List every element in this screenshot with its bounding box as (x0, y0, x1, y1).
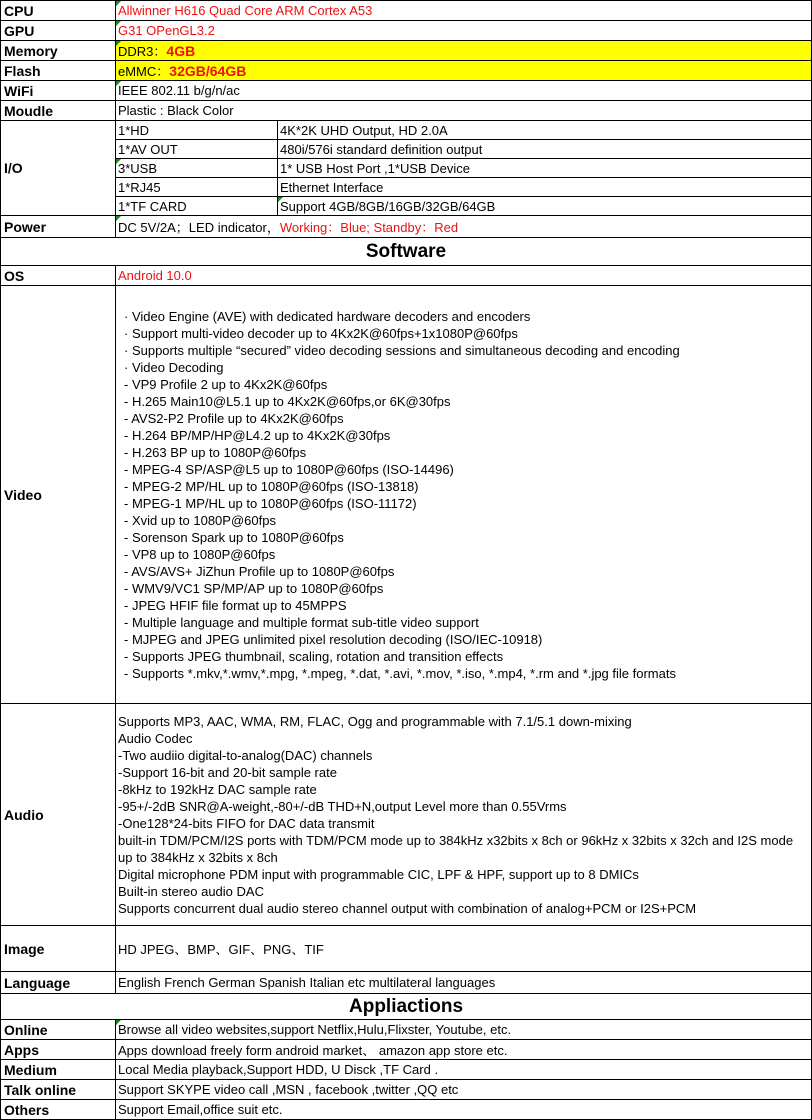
feature-item: Supports MP3, AAC, WMA, RM, FLAC, Ogg and programmable with 7.1/5.1 down-mixing (118, 713, 632, 729)
row-os (1, 266, 812, 286)
io-desc: Ethernet Interface (278, 178, 812, 197)
image-value: HD JPEG、BMP、GIF、PNG、TIF (116, 926, 812, 972)
power-value-cell (116, 216, 812, 238)
app-label: Others (1, 1100, 116, 1120)
row-flash (1, 61, 812, 81)
feature-item: · Support multi-video decoder up to 4Kx2K@60fps+1x1080P@60fps (124, 325, 518, 341)
audio-label: Audio (1, 704, 116, 926)
feature-item: - MPEG-4 SP/ASP@L5 up to 1080P@60fps (ISO-14496) (124, 461, 454, 477)
feature-item: - Supports *.mkv,*.wmv,*.mpg, *.mpeg, *.dat, *.avi, *.mov, *.iso, *.mp4, *.rm and *.jpg file formats (124, 665, 676, 681)
app-row (1, 1100, 812, 1120)
led-indicator-status: Working：Blue; Standby：Red (279, 220, 459, 235)
wifi-label: WiFi (1, 81, 116, 101)
row-video (1, 286, 812, 704)
feature-item: -One128*24-bits FIFO for DAC data transmit (118, 815, 375, 831)
io-port: 1*AV OUT (116, 140, 278, 159)
row-moudle (1, 101, 812, 121)
feature-item: Audio Codec (118, 730, 193, 746)
feature-item: - MPEG-1 MP/HL up to 1080P@60fps (ISO-11172) (124, 495, 417, 511)
gpu-value: G31 OPenGL3.2 (116, 21, 812, 41)
feature-item: · Video Engine (AVE) with dedicated hardware decoders and encoders (124, 308, 531, 324)
flash-label: Flash (1, 61, 116, 81)
feature-item: - H.263 BP up to 1080P@60fps (124, 444, 307, 460)
app-value: Local Media playback,Support HDD, U Disck ,TF Card . (116, 1060, 812, 1080)
app-value: Support Email,office suit etc. (116, 1100, 812, 1120)
video-features (116, 286, 812, 704)
feature-item: - Multiple language and multiple format sub-title video support (124, 614, 479, 630)
row-software-heading (1, 238, 812, 266)
applications-heading: Appliactions (1, 994, 812, 1020)
cpu-label: CPU (1, 1, 116, 21)
row-gpu (1, 21, 812, 41)
app-row (1, 1040, 812, 1060)
feature-item: - Supports JPEG thumbnail, scaling, rotation and transition effects (124, 648, 504, 664)
row-language (1, 972, 812, 994)
io-port: 1*HD (116, 121, 278, 140)
feature-item: - WMV9/VC1 SP/MP/AP up to 1080P@60fps (124, 580, 384, 596)
io-row (1, 178, 812, 197)
os-value: Android 10.0 (116, 266, 812, 286)
io-row (1, 159, 812, 178)
io-port: 1*RJ45 (116, 178, 278, 197)
feature-item: - VP9 Profile 2 up to 4Kx2K@60fps (124, 376, 328, 392)
app-row (1, 1020, 812, 1040)
io-row (1, 140, 812, 159)
language-value: English French German Spanish Italian etc multilateral languages (116, 972, 812, 994)
io-desc: 1* USB Host Port ,1*USB Device (278, 159, 812, 178)
wifi-value: IEEE 802.11 b/g/n/ac (116, 81, 812, 101)
audio-features (116, 704, 812, 926)
app-label: Online (1, 1020, 116, 1040)
row-power (1, 216, 812, 238)
feature-item: - Sorenson Spark up to 1080P@60fps (124, 529, 344, 545)
cpu-value: Allwinner H616 Quad Core ARM Cortex A53 (116, 1, 812, 21)
feature-item: - VP8 up to 1080P@60fps (124, 546, 276, 562)
memory-type: DDR3： (118, 44, 167, 59)
feature-item: · Video Decoding (124, 359, 224, 375)
feature-item: - H.265 Main10@L5.1 up to 4Kx2K@60fps,or 6K@30fps (124, 393, 451, 409)
moudle-label: Moudle (1, 101, 116, 121)
feature-item: - AVS2-P2 Profile up to 4Kx2K@60fps (124, 410, 344, 426)
video-label: Video (1, 286, 116, 704)
feature-item: -95+/-2dB SNR@A-weight,-80+/-dB THD+N,output Level more than 0.55Vrms (118, 798, 567, 814)
io-port: 3*USB (116, 159, 278, 178)
io-row (1, 121, 812, 140)
gpu-label: GPU (1, 21, 116, 41)
feature-item: - JPEG HFIF file format up to 45MPPS (124, 597, 347, 613)
feature-item: - AVS/AVS+ JiZhun Profile up to 1080P@60fps (124, 563, 395, 579)
memory-value-cell (116, 41, 812, 61)
app-label: Talk online (1, 1080, 116, 1100)
row-memory (1, 41, 812, 61)
flash-size: 32GB/64GB (169, 63, 247, 79)
app-value: Browse all video websites,support Netflix,Hulu,Flixster, Youtube, etc. (116, 1020, 812, 1040)
app-row (1, 1060, 812, 1080)
feature-item: Built-in stereo audio DAC (118, 883, 264, 899)
io-desc: 480i/576i standard definition output (278, 140, 812, 159)
row-cpu (1, 1, 812, 21)
feature-item: built-in TDM/PCM/I2S ports with TDM/PCM mode up to 384kHz x32bits x 8ch or 96kHz x 32bits x 32ch and I2S mode up to 384kHz x 32bits x 8ch (118, 832, 794, 865)
memory-label: Memory (1, 41, 116, 61)
feature-item: Supports concurrent dual audio stereo channel output with combination of analog+PCM or I2S+PCM (118, 900, 697, 916)
app-label: Medium (1, 1060, 116, 1080)
app-value: Support SKYPE video call ,MSN , facebook ,twitter ,QQ etc (116, 1080, 812, 1100)
row-applications-heading (1, 994, 812, 1020)
io-port: 1*TF CARD (116, 197, 278, 216)
language-label: Language (1, 972, 116, 994)
flash-value-cell (116, 61, 812, 81)
memory-size: 4GB (166, 43, 196, 59)
software-heading: Software (1, 238, 812, 266)
os-label: OS (1, 266, 116, 286)
flash-type: eMMC： (118, 64, 170, 79)
feature-item: -Support 16-bit and 20-bit sample rate (118, 764, 337, 780)
io-label: I/O (1, 121, 116, 216)
io-desc: 4K*2K UHD Output, HD 2.0A (278, 121, 812, 140)
feature-item: - MJPEG and JPEG unlimited pixel resolution decoding (ISO/IEC-10918) (124, 631, 543, 647)
app-label: Apps (1, 1040, 116, 1060)
feature-item: - Xvid up to 1080P@60fps (124, 512, 276, 528)
power-spec: DC 5V/2A；LED indicator， (118, 220, 280, 235)
feature-item: -Two audiio digital-to-analog(DAC) channels (118, 747, 373, 763)
image-label: Image (1, 926, 116, 972)
feature-item: Digital microphone PDM input with programmable CIC, LPF & HPF, support up to 8 DMICs (118, 866, 639, 882)
feature-item: · Supports multiple “secured” video decoding sessions and simultaneous decoding and encoding (124, 342, 680, 358)
row-image (1, 926, 812, 972)
app-row (1, 1080, 812, 1100)
feature-item: - H.264 BP/MP/HP@L4.2 up to 4Kx2K@30fps (124, 427, 391, 443)
io-desc: Support 4GB/8GB/16GB/32GB/64GB (278, 197, 812, 216)
moudle-value: Plastic : Black Color (116, 101, 812, 121)
feature-item: - MPEG-2 MP/HL up to 1080P@60fps (ISO-13818) (124, 478, 419, 494)
app-value: Apps download freely form android market、 amazon app store etc. (116, 1040, 812, 1060)
row-wifi (1, 81, 812, 101)
io-row (1, 197, 812, 216)
feature-item: -8kHz to 192kHz DAC sample rate (118, 781, 317, 797)
power-label: Power (1, 216, 116, 238)
row-audio (1, 704, 812, 926)
